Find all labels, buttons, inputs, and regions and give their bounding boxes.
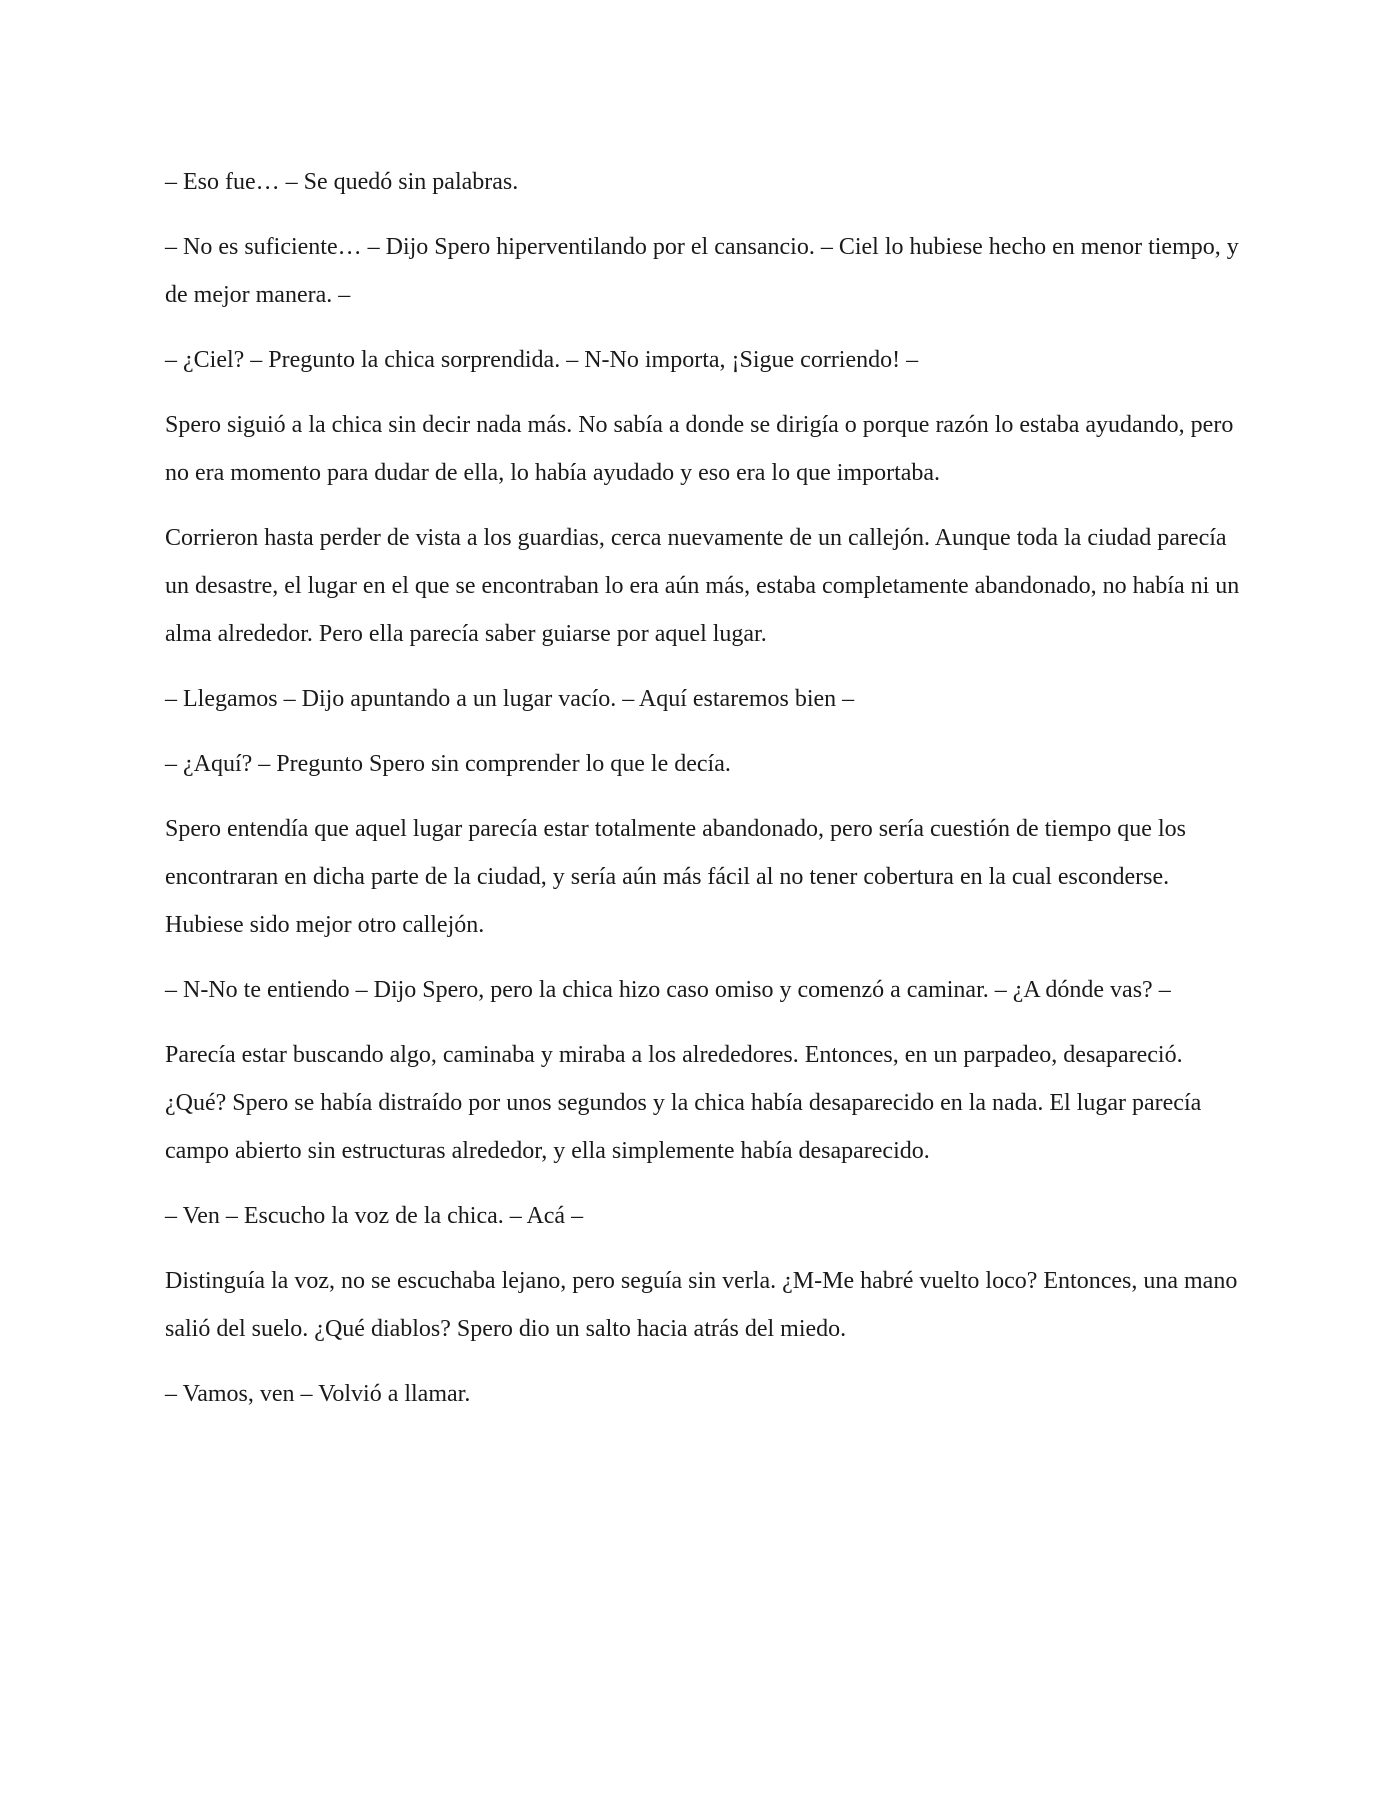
paragraph-9: – N-No te entiendo – Dijo Spero, pero la chica hizo caso omiso y comenzó a caminar. – ¿A dónde vas? –	[165, 977, 1171, 1003]
paragraph-5: Corrieron hasta perder de vista a los guardias, cerca nuevamente de un callejón. Aunque toda la ciudad parecía un desastre, el lugar en el que se encontraban lo era aún más, estaba completamente abandonado, no había ni un alma alrededor. Pero ella parecía saber guiarse por aquel lugar.	[165, 525, 1240, 647]
paragraph-7: – ¿Aquí? – Pregunto Spero sin comprender lo que le decía.	[165, 751, 731, 777]
paragraph-1: – Eso fue… – Se quedó sin palabras.	[165, 169, 519, 195]
paragraph-4: Spero siguió a la chica sin decir nada más. No sabía a donde se dirigía o porque razón lo estaba ayudando, pero no era momento para dudar de ella, lo había ayudado y eso era lo que importaba.	[165, 412, 1234, 486]
paragraph-6: – Llegamos – Dijo apuntando a un lugar vacío. – Aquí estaremos bien –	[165, 686, 855, 712]
paragraph-8: Spero entendía que aquel lugar parecía estar totalmente abandonado, pero sería cuestión de tiempo que los encontraran en dicha parte de la ciudad, y sería aún más fácil al no tener cobertura en la cual esconderse. Hubiese sido mejor otro callejón.	[165, 816, 1186, 938]
paragraph-2: – No es suficiente… – Dijo Spero hiperventilando por el cansancio. – Ciel lo hubiese hecho en menor tiempo, y de mejor manera. –	[165, 234, 1239, 308]
paragraph-12: Distinguía la voz, no se escuchaba lejano, pero seguía sin verla. ¿M-Me habré vuelto loco? Entonces, una mano salió del suelo. ¿Qué diablos? Spero dio un salto hacia atrás del miedo.	[165, 1268, 1238, 1342]
paragraph-13: – Vamos, ven – Volvió a llamar.	[165, 1381, 471, 1407]
paragraph-11: – Ven – Escucho la voz de la chica. – Acá –	[165, 1203, 584, 1229]
paragraph-3: – ¿Ciel? – Pregunto la chica sorprendida. – N-No importa, ¡Sigue corriendo! –	[165, 347, 919, 373]
document-body	[165, 158, 1245, 1435]
paragraph-10: Parecía estar buscando algo, caminaba y miraba a los alrededores. Entonces, en un parpadeo, desapareció. ¿Qué? Spero se había distraído por unos segundos y la chica había desaparecido en la nada. El lugar parecía campo abierto sin estructuras alrededor, y ella simplemente había desaparecido.	[165, 1042, 1202, 1164]
